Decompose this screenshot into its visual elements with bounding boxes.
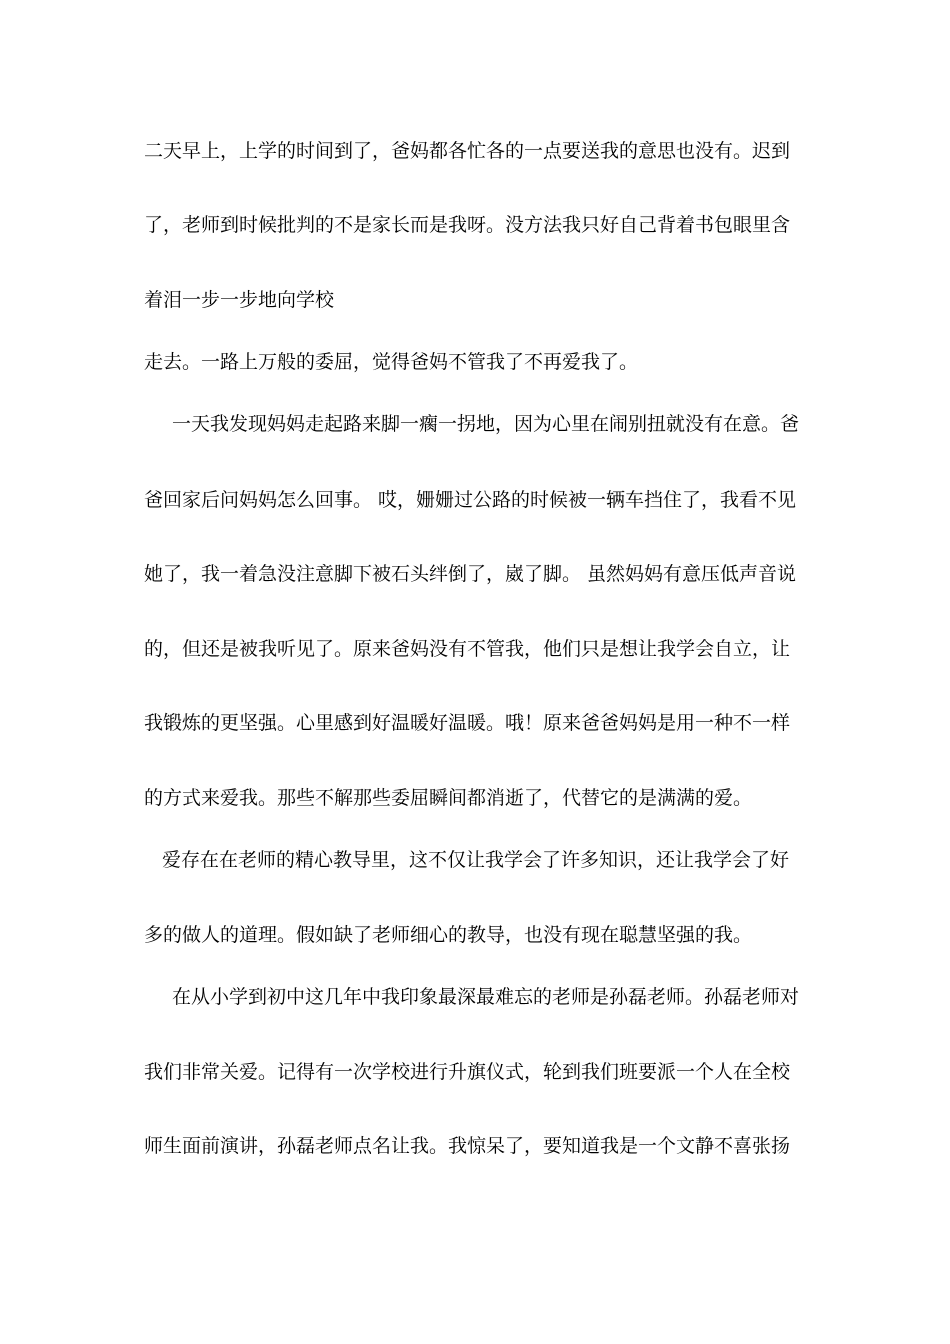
text-line: 爸回家后问妈妈怎么回事。 哎，姗姗过公路的时候被一辆车挡住了，我看不见	[144, 489, 797, 511]
text-line: 的，但还是被我听见了。原来爸妈没有不管我，他们只是想让我学会自立，让	[144, 638, 791, 660]
text-line: 走去。一路上万般的委屈，觉得爸妈不管我了不再爱我了。	[144, 351, 639, 373]
text-line: 师生面前演讲，孙磊老师点名让我。我惊呆了，要知道我是一个文静不喜张扬	[144, 1135, 791, 1157]
text-line: 她了，我一着急没注意脚下被石头绊倒了，崴了脚。 虽然妈妈有意压低声音说	[144, 563, 797, 585]
paragraph-start-line: 爱存在在老师的精心教导里，这不仅让我学会了许多知识，还让我学会了好	[162, 849, 790, 871]
text-line: 多的做人的道理。假如缺了老师细心的教导，也没有现在聪慧坚强的我。	[144, 924, 753, 946]
text-line: 的方式来爱我。那些不解那些委屈瞬间都消逝了，代替它的是满满的爱。	[144, 787, 753, 809]
text-line: 二天早上，上学的时间到了，爸妈都各忙各的一点要送我的意思也没有。迟到	[144, 140, 791, 162]
paragraph-start-line: 在从小学到初中这几年中我印象最深最难忘的老师是孙磊老师。孙磊老师对	[172, 986, 800, 1008]
text-line: 着泪一步一步地向学校	[144, 289, 335, 311]
text-line: 我们非常关爱。记得有一次学校进行升旗仪式，轮到我们班要派一个人在全校	[144, 1061, 791, 1083]
text-line: 了，老师到时候批判的不是家长而是我呀。没方法我只好自己背着书包眼里含	[144, 214, 791, 236]
paragraph-start-line: 一天我发现妈妈走起路来脚一瘸一拐地，因为心里在闹别扭就没有在意。爸	[172, 413, 800, 435]
text-line: 我锻炼的更坚强。心里感到好温暖好温暖。哦！原来爸爸妈妈是用一种不一样	[144, 712, 791, 734]
